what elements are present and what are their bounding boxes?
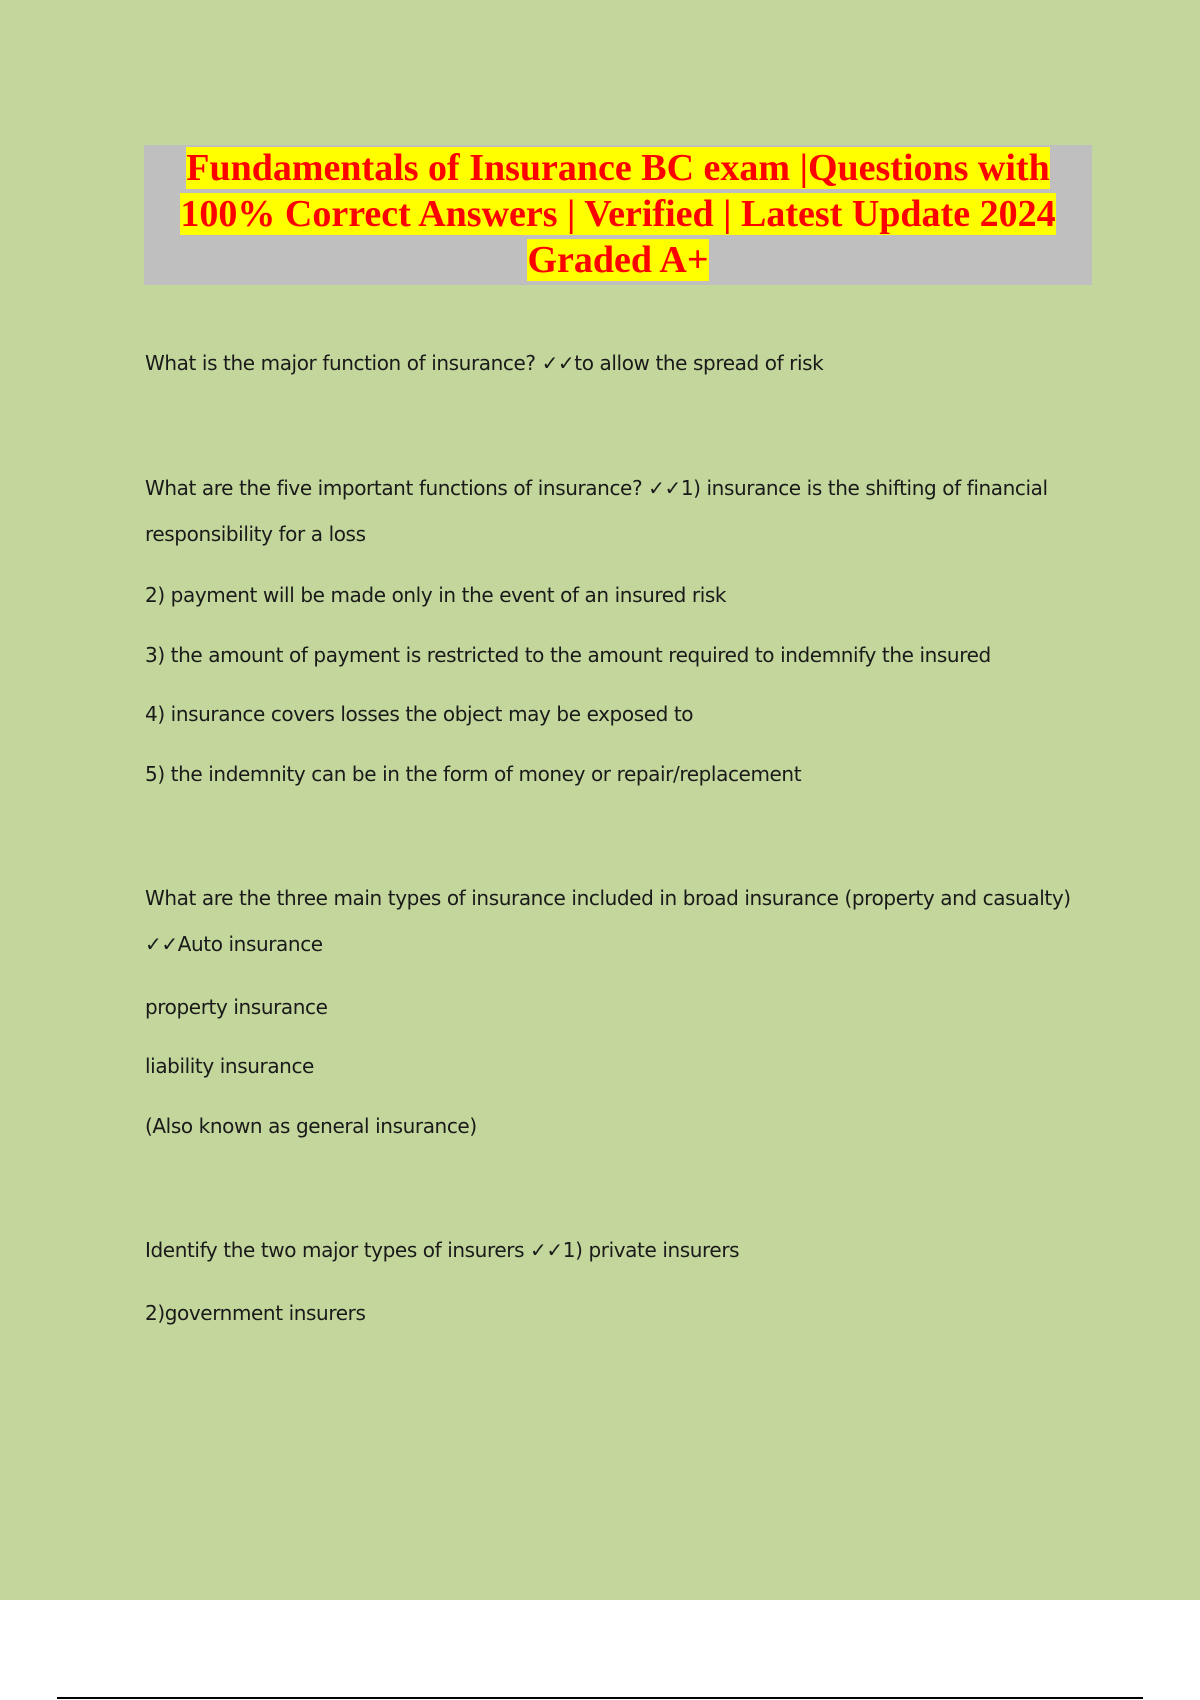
qa-4-line-2: 2)government insurers: [145, 1301, 366, 1325]
qa-3-line-3: property insurance: [145, 995, 328, 1019]
title-line-1: Fundamentals of Insurance BC exam |Questions with: [186, 147, 1050, 189]
qa-2-line-1: What are the five important functions of insurance? ✓✓1) insurance is the shifting of financial: [145, 476, 1048, 500]
qa-4-line-1: Identify the two major types of insurers ✓✓1) private insurers: [145, 1238, 740, 1262]
qa-2-line-2: responsibility for a loss: [145, 522, 366, 546]
footer-rule: [57, 1697, 1143, 1699]
qa-2-line-3: 2) payment will be made only in the event of an insured risk: [145, 583, 727, 607]
title-line-3: Graded A+: [527, 239, 709, 281]
qa-3-line-1: What are the three main types of insurance included in broad insurance (property and casualty): [145, 886, 1071, 910]
qa-1-line-1: What is the major function of insurance? ✓✓to allow the spread of risk: [145, 351, 824, 375]
qa-2-line-4: 3) the amount of payment is restricted to the amount required to indemnify the insured: [145, 643, 991, 667]
title-line-2: 100% Correct Answers | Verified | Latest Update 2024: [180, 193, 1056, 235]
qa-2-line-6: 5) the indemnity can be in the form of money or repair/replacement: [145, 762, 802, 786]
title-block: [144, 145, 1092, 285]
qa-2-line-5: 4) insurance covers losses the object may be exposed to: [145, 702, 694, 726]
qa-3-line-4: liability insurance: [145, 1054, 314, 1078]
qa-3-line-5: (Also known as general insurance): [145, 1114, 477, 1138]
qa-3-line-2: ✓✓Auto insurance: [145, 932, 323, 956]
document-title: [144, 145, 1092, 283]
